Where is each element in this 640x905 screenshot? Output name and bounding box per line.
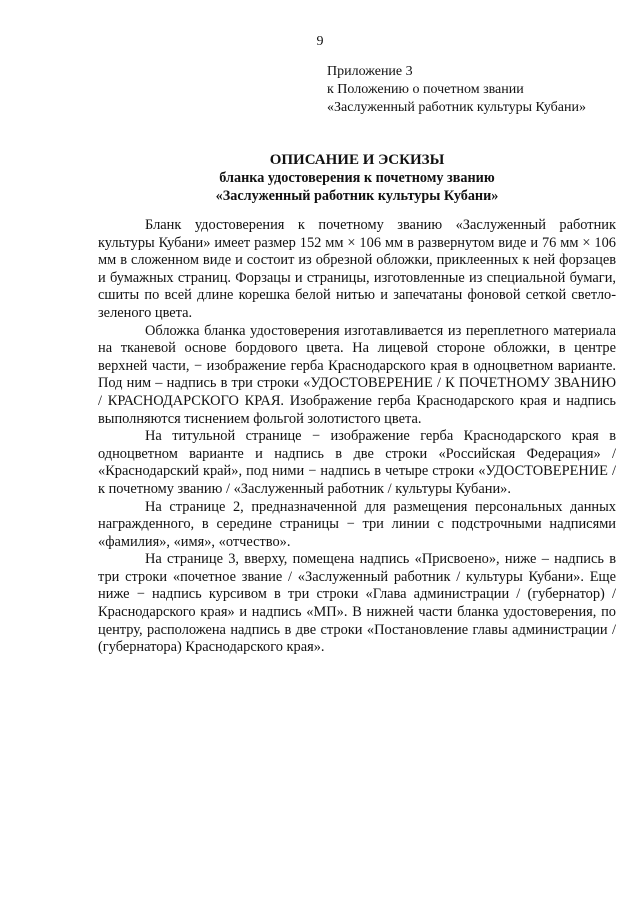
document-body xyxy=(98,217,616,657)
title-line-2: бланка удостоверения к почетному званию xyxy=(219,170,495,186)
paragraph-1: Бланк удостоверения к почетному званию «Заслуженный работник культуры Кубани» имеет размер 152 мм × 106 мм в развернутом виде и 76 мм × 106 мм в сложенном виде и состоит из обрезной обложки, приклеенных к ней форзацев и бумажных страниц. Форзацы и страницы, изготовленные из специальной бумаги, сшиты по всей длине корешка белой нитью и запечатаны фоновой сеткой светло-зеленого цвета. xyxy=(98,217,616,321)
appendix-header xyxy=(327,63,627,117)
page-number: 9 xyxy=(316,34,324,49)
document-title xyxy=(98,151,616,205)
title-line-3: «Заслуженный работник культуры Кубани» xyxy=(215,188,499,204)
appendix-line-1: Приложение 3 xyxy=(327,64,413,79)
appendix-line-3: «Заслуженный работник культуры Кубани» xyxy=(327,100,586,115)
paragraph-5: На странице 3, вверху, помещена надпись «Присвоено», ниже – надпись в три строки «почетное звание / «Заслуженный работник / культуры Кубани». Еще ниже − надпись курсивом в три строки «Глава администрации / (губернатор) / Краснодарского края» и надпись «МП». В нижней части бланка удостоверения, по центру, расположена надпись в две строки «Постановление главы администрации / (губернатора) Краснодарского края». xyxy=(98,551,616,656)
title-line-1: ОПИСАНИЕ И ЭСКИЗЫ xyxy=(269,152,445,168)
paragraph-3: На титульной странице − изображение герба Краснодарского края в одноцветном варианте и надпись в две строки «Российская Федерация» / «Краснодарский край», под ними − надпись в четыре строки «УДОСТОВЕРЕНИЕ / к почетному званию / «Заслуженный работник / культуры Кубани». xyxy=(98,428,616,497)
paragraph-4: На странице 2, предназначенной для размещения персональных данных награжденного, в середине страницы − три линии с подстрочными надписями «фамилия», «имя», «отчество». xyxy=(98,498,616,550)
paragraph-2: Обложка бланка удостоверения изготавливается из переплетного материала на тканевой основе бордового цвета. На лицевой стороне обложки, в центре верхней части, − изображение герба Краснодарского края в одноцветном варианте. Под ним – надпись в три строки «УДОСТОВЕРЕНИЕ / К ПОЧЕТНОМУ ЗВАНИЮ / КРАСНОДАРСКОГО КРАЯ. Изображение герба Краснодарского края и надпись выполняются тиснением фольгой золотистого цвета. xyxy=(98,322,616,427)
appendix-line-2: к Положению о почетном звании xyxy=(327,82,524,97)
